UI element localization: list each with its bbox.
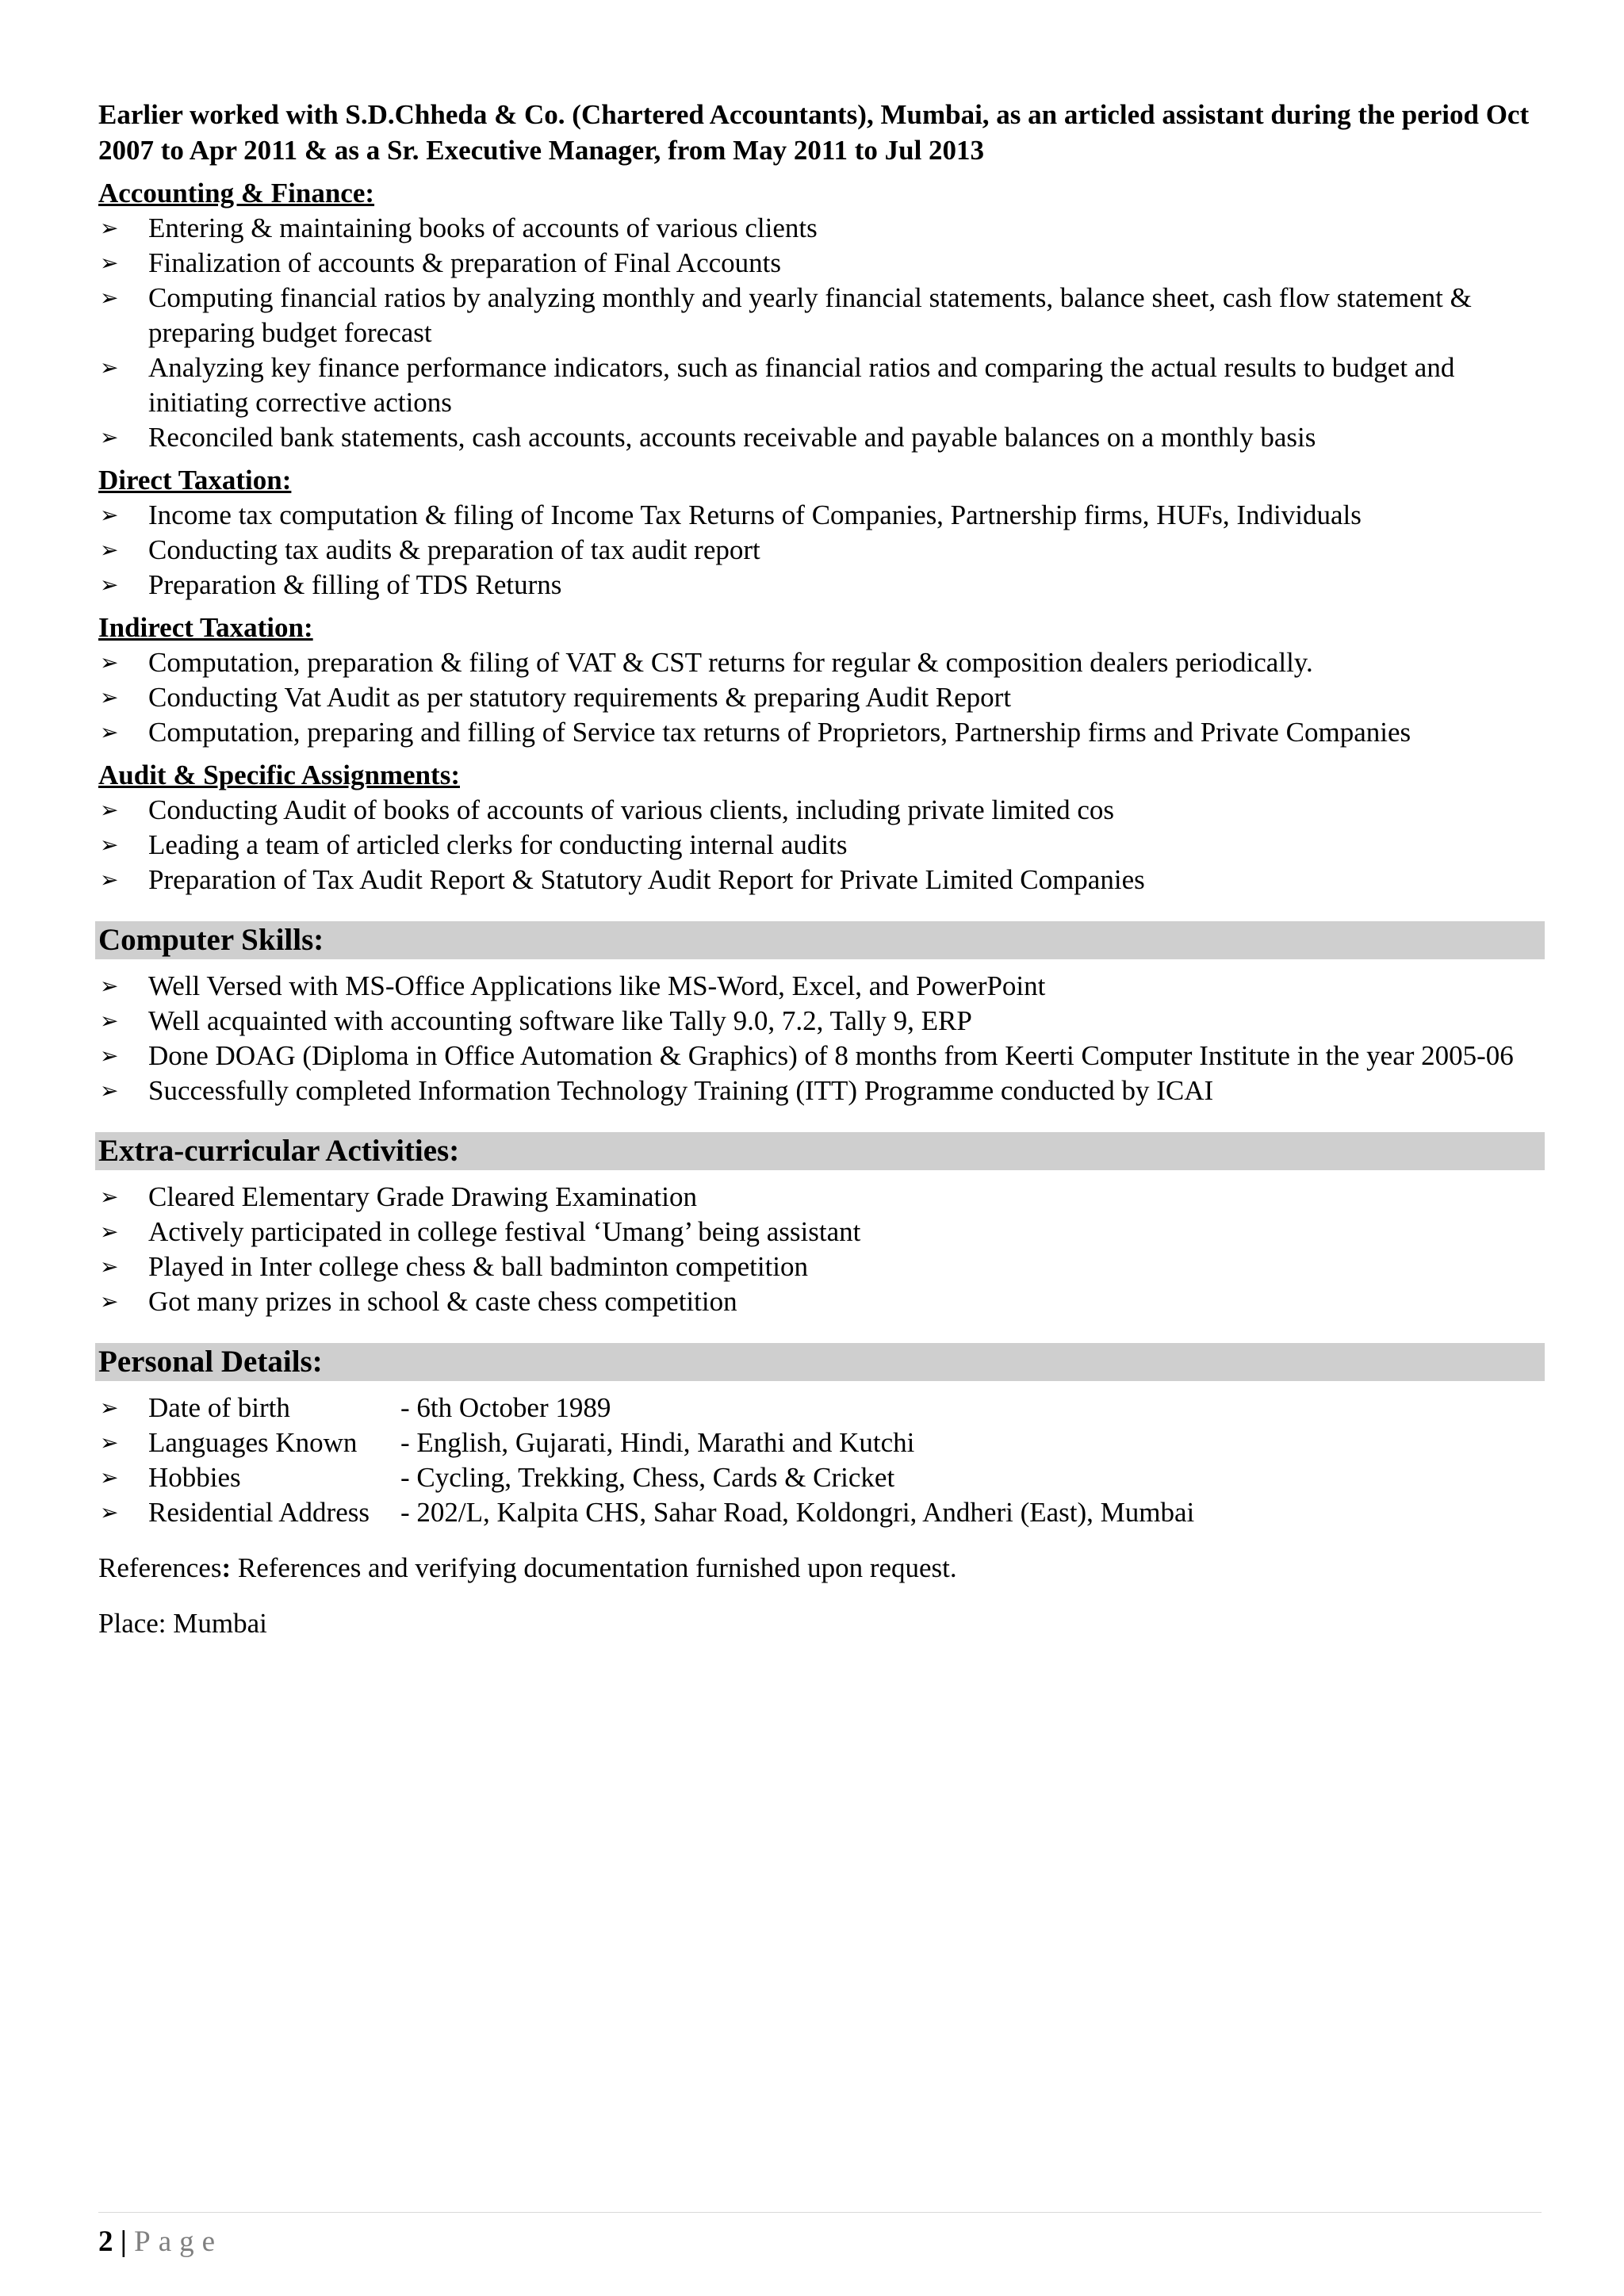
arrow-bullet-icon: ➢ (100, 867, 119, 893)
list-item: ➢ Actively participated in college festival ‘Umang’ being assistant (98, 1215, 1542, 1249)
arrow-bullet-icon: ➢ (100, 719, 119, 745)
detail-label: Hobbies (148, 1462, 241, 1493)
page-footer (98, 2225, 223, 2260)
list-item: ➢ Computation, preparing and filling of Service tax returns of Proprietors, Partnership firms and Private Companies (98, 715, 1542, 750)
section-indirect-taxation (98, 610, 1542, 750)
bullet-list (98, 645, 1542, 750)
list-item: ➢ Finalization of accounts & preparation of Final Accounts (98, 246, 1542, 281)
detail-label: Languages Known (148, 1427, 358, 1458)
arrow-bullet-icon: ➢ (100, 684, 119, 710)
page-word: Page (134, 2225, 224, 2258)
arrow-bullet-icon: ➢ (100, 250, 119, 276)
section-heading: Accounting & Finance: (98, 178, 375, 209)
arrow-bullet-icon: ➢ (100, 1464, 119, 1490)
page-number: 2 (98, 2225, 113, 2258)
bullet-list (98, 793, 1542, 897)
section-audit-assignments (98, 758, 1542, 897)
arrow-bullet-icon: ➢ (100, 1288, 119, 1314)
section-heading: Direct Taxation: (98, 465, 292, 496)
extra-curricular-heading: Extra-curricular Activities: (95, 1132, 1545, 1170)
list-item (98, 1425, 1542, 1460)
list-item (98, 1391, 1542, 1425)
section-heading: Audit & Specific Assignments: (98, 760, 460, 790)
references-line: References: References and verifying documentation furnished upon request. (98, 1552, 957, 1583)
list-item: ➢ Done DOAG (Diploma in Office Automation & Graphics) of 8 months from Keerti Computer Institute in the year 2005-06 (98, 1039, 1542, 1073)
detail-label: Date of birth (148, 1392, 290, 1423)
bullet-list (98, 211, 1542, 455)
computer-skills-list (98, 969, 1542, 1108)
list-item: ➢ Cleared Elementary Grade Drawing Examination (98, 1180, 1542, 1215)
list-item: ➢ Reconciled bank statements, cash accounts, accounts receivable and payable balances on a monthly basis (98, 420, 1542, 455)
arrow-bullet-icon: ➢ (100, 1184, 119, 1210)
list-item (98, 1495, 1542, 1530)
section-direct-taxation (98, 463, 1542, 603)
list-item: ➢ Entering & maintaining books of accounts of various clients (98, 211, 1542, 246)
list-item: ➢ Conducting Audit of books of accounts of various clients, including private limited cos (98, 793, 1542, 828)
arrow-bullet-icon: ➢ (100, 1499, 119, 1525)
arrow-bullet-icon: ➢ (100, 1043, 119, 1069)
detail-value: - Cycling, Trekking, Chess, Cards & Cricket (400, 1462, 895, 1493)
detail-label: Residential Address (148, 1497, 370, 1528)
arrow-bullet-icon: ➢ (100, 502, 119, 528)
arrow-bullet-icon: ➢ (100, 649, 119, 675)
list-item: ➢ Preparation & filling of TDS Returns (98, 568, 1542, 603)
footer-divider (98, 2212, 1542, 2213)
section-heading: Indirect Taxation: (98, 612, 313, 643)
list-item: ➢ Got many prizes in school & caste chess competition (98, 1284, 1542, 1319)
extra-curricular-list (98, 1180, 1542, 1319)
arrow-bullet-icon: ➢ (100, 1219, 119, 1245)
place-line: Place: Mumbai (98, 1608, 267, 1639)
arrow-bullet-icon: ➢ (100, 797, 119, 823)
list-item: ➢ Well acquainted with accounting software like Tally 9.0, 7.2, Tally 9, ERP (98, 1004, 1542, 1039)
arrow-bullet-icon: ➢ (100, 572, 119, 598)
detail-value: - 202/L, Kalpita CHS, Sahar Road, Koldongri, Andheri (East), Mumbai (400, 1497, 1195, 1528)
footer-separator: | (120, 2225, 127, 2258)
computer-skills-heading: Computer Skills: (95, 921, 1545, 959)
list-item: ➢ Computing financial ratios by analyzing monthly and yearly financial statements, balance sheet, cash flow statement & preparing budget forecast (100, 282, 1472, 348)
arrow-bullet-icon: ➢ (100, 832, 119, 858)
arrow-bullet-icon: ➢ (100, 215, 119, 241)
resume-page (98, 97, 1542, 1641)
detail-value: - 6th October 1989 (400, 1392, 611, 1423)
personal-details-heading: Personal Details: (95, 1343, 1545, 1381)
list-item: ➢ Leading a team of articled clerks for conducting internal audits (98, 828, 1542, 863)
list-item: ➢ Computation, preparation & filing of VAT & CST returns for regular & composition dealers periodically. (98, 645, 1542, 680)
prior-employment-summary: Earlier worked with S.D.Chheda & Co. (Chartered Accountants), Mumbai, as an articled assistant during the period Oct 2007 to Apr 2011 & as a Sr. Executive Manager, from May 2011 to Jul 2013 (98, 99, 1530, 166)
arrow-bullet-icon: ➢ (100, 973, 119, 999)
list-item: ➢ Analyzing key finance performance indicators, such as financial ratios and comparing the actual results to budget and initiating corrective actions (100, 352, 1455, 418)
personal-details-list (98, 1391, 1542, 1530)
list-item: ➢ Income tax computation & filing of Income Tax Returns of Companies, Partnership firms, HUFs, Individuals (98, 498, 1542, 533)
arrow-bullet-icon: ➢ (100, 1008, 119, 1034)
arrow-bullet-icon: ➢ (100, 285, 119, 311)
arrow-bullet-icon: ➢ (100, 354, 119, 381)
list-item: ➢ Preparation of Tax Audit Report & Statutory Audit Report for Private Limited Companies (98, 863, 1542, 897)
list-item: ➢ Well Versed with MS-Office Applications like MS-Word, Excel, and PowerPoint (98, 969, 1542, 1004)
list-item (98, 1460, 1542, 1495)
list-item: ➢ Played in Inter college chess & ball badminton competition (98, 1249, 1542, 1284)
arrow-bullet-icon: ➢ (100, 1429, 119, 1456)
arrow-bullet-icon: ➢ (100, 537, 119, 563)
detail-value: - English, Gujarati, Hindi, Marathi and Kutchi (400, 1427, 915, 1458)
list-item: ➢ Conducting tax audits & preparation of tax audit report (98, 533, 1542, 568)
section-accounting-finance (98, 176, 1542, 455)
list-item: ➢ Conducting Vat Audit as per statutory requirements & preparing Audit Report (98, 680, 1542, 715)
bullet-list (98, 498, 1542, 603)
experience-sections (98, 176, 1542, 897)
arrow-bullet-icon: ➢ (100, 1395, 119, 1421)
arrow-bullet-icon: ➢ (100, 1077, 119, 1104)
arrow-bullet-icon: ➢ (100, 1253, 119, 1280)
list-item: ➢ Successfully completed Information Technology Training (ITT) Programme conducted by ICAI (98, 1073, 1542, 1108)
arrow-bullet-icon: ➢ (100, 424, 119, 450)
